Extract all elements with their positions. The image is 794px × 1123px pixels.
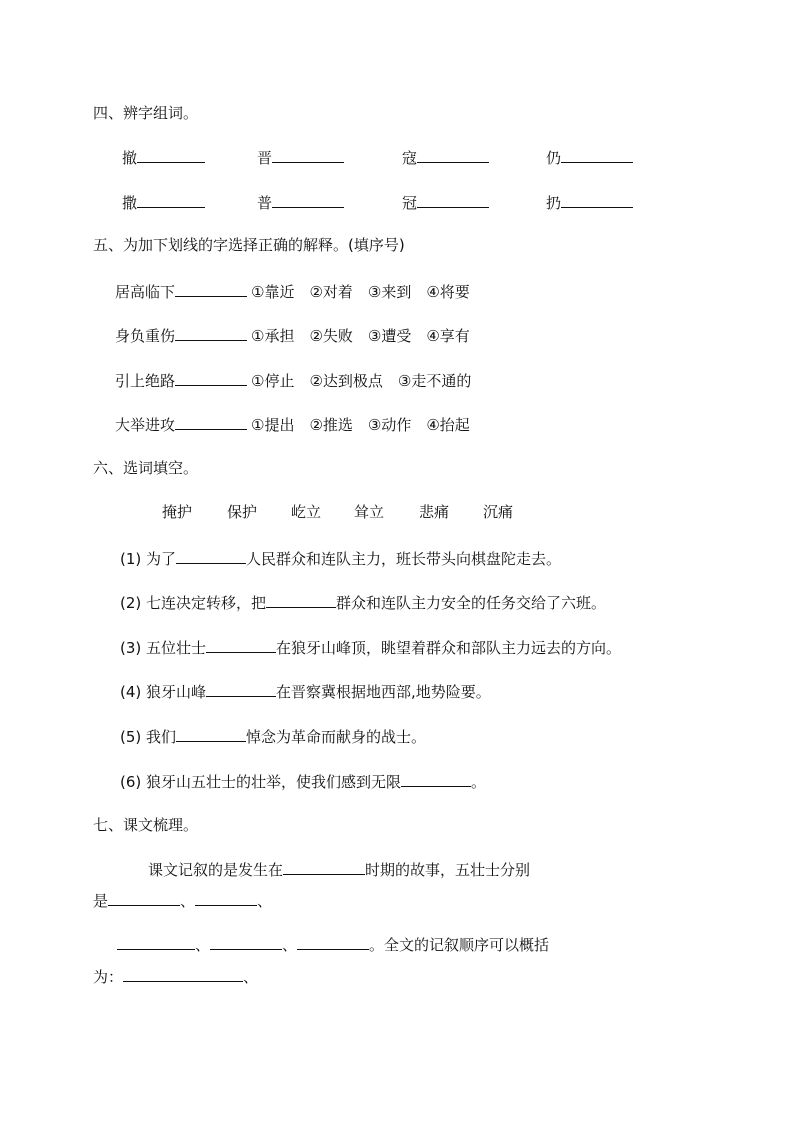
section-4-title: 四、辨字组词。 bbox=[93, 104, 199, 122]
fill-question-5: (5) 我们 悼念为革命而献身的战士。 bbox=[120, 725, 426, 747]
answer-blank[interactable] bbox=[401, 770, 471, 787]
answer-blank[interactable] bbox=[417, 191, 489, 208]
answer-blank[interactable] bbox=[561, 191, 633, 208]
answer-blank[interactable] bbox=[175, 324, 247, 341]
answer-blank[interactable] bbox=[561, 146, 633, 163]
word-option: 沉痛 bbox=[483, 503, 514, 521]
word-option: 保护 bbox=[227, 503, 258, 521]
fill-question-2: (2) 七连决定转移，把 群众和连队主力安全的任务交给了六班。 bbox=[120, 591, 606, 613]
word-option: 悲痛 bbox=[419, 503, 450, 521]
summary-line-1: 课文记叙的是发生在 时期的故事，五壮士分别 bbox=[148, 858, 530, 880]
phrase-item: 身负重伤 ①承担 ②失败 ③遭受 ④享有 bbox=[115, 324, 470, 346]
answer-blank[interactable] bbox=[195, 889, 257, 906]
phrase-item: 居高临下 ①靠近 ②对着 ③来到 ④将要 bbox=[115, 280, 470, 302]
char-item: 寇 bbox=[402, 146, 489, 168]
answer-blank[interactable] bbox=[266, 591, 336, 608]
section-5-title: 五、为加下划线的字选择正确的解释。(填序号) bbox=[93, 236, 405, 254]
char-item: 晋 bbox=[257, 146, 344, 168]
answer-blank[interactable] bbox=[417, 146, 489, 163]
char-item: 普 bbox=[257, 191, 344, 213]
fill-question-6: (6) 狼牙山五壮士的壮举，使我们感到无限 。 bbox=[120, 770, 486, 792]
char-item: 冠 bbox=[402, 191, 489, 213]
answer-blank[interactable] bbox=[123, 965, 243, 982]
answer-blank[interactable] bbox=[283, 858, 365, 875]
answer-blank[interactable] bbox=[137, 191, 205, 208]
answer-blank[interactable] bbox=[176, 725, 246, 742]
fill-question-1: (1) 为了 人民群众和连队主力，班长带头向棋盘陀走去。 bbox=[120, 547, 561, 569]
answer-blank[interactable] bbox=[117, 933, 195, 950]
fill-question-3: (3) 五位壮士 在狼牙山峰顶，眺望着群众和部队主力远去的方向。 bbox=[120, 636, 621, 658]
word-option: 掩护 bbox=[162, 503, 193, 521]
answer-blank[interactable] bbox=[176, 547, 246, 564]
answer-blank[interactable] bbox=[297, 933, 369, 950]
fill-question-4: (4) 狼牙山峰 在晋察冀根据地西部,地势险要。 bbox=[120, 680, 491, 702]
answer-blank[interactable] bbox=[137, 146, 205, 163]
char-item: 撤 bbox=[122, 146, 205, 168]
summary-line-4: 为： 、 bbox=[93, 965, 258, 987]
word-option: 耸立 bbox=[354, 503, 385, 521]
summary-line-3: 、 、 。全文的记叙顺序可以概括 bbox=[117, 933, 549, 955]
answer-blank[interactable] bbox=[175, 369, 247, 386]
answer-blank[interactable] bbox=[272, 146, 344, 163]
answer-blank[interactable] bbox=[272, 191, 344, 208]
char-item: 撒 bbox=[122, 191, 205, 213]
char-item: 仍 bbox=[546, 146, 633, 168]
phrase-item: 大举进攻 ①提出 ②推选 ③动作 ④抬起 bbox=[115, 413, 470, 435]
answer-blank[interactable] bbox=[206, 636, 276, 653]
section-6-title: 六、选词填空。 bbox=[93, 459, 199, 477]
phrase-item: 引上绝路 ①停止 ②达到极点 ③走不通的 bbox=[115, 369, 471, 391]
section-7-title: 七、课文梳理。 bbox=[93, 816, 199, 834]
answer-blank[interactable] bbox=[210, 933, 282, 950]
answer-blank[interactable] bbox=[175, 280, 247, 297]
char-item: 扔 bbox=[546, 191, 633, 213]
summary-line-2: 是 、 、 bbox=[93, 889, 272, 911]
answer-blank[interactable] bbox=[108, 889, 180, 906]
answer-blank[interactable] bbox=[206, 680, 276, 697]
answer-blank[interactable] bbox=[175, 413, 247, 430]
word-option: 屹立 bbox=[291, 503, 322, 521]
